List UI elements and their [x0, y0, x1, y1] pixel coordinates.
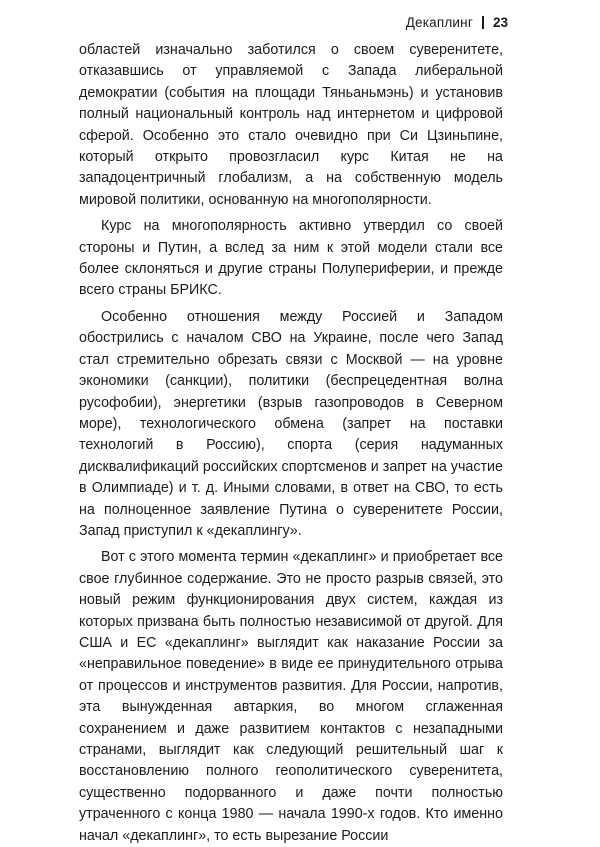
- running-header: [406, 15, 508, 30]
- page-number: 23: [492, 15, 508, 30]
- paragraph-4: Вот с этого момента термин «декаплинг» и приобретает все свое глубинное содержание. Это не просто разрыв связей, это новый режим функционирования двух систем, каждая из которых призвана быть полностью независимой от другой. Для США и ЕС «декаплинг» выглядит как наказание России за «неправильное поведение» в виде ее принудительного отрыва от процессов и инструментов развития. Для России, напротив, эта вынужденная автаркия, во многом сглаженная сохранением и даже развитием контактов с незападными странами, выглядит как следующий решительный шаг к восстановлению полного геополитического суверенитета, существенно подорванного и даже почти полностью утраченного с конца 1980 — начала 1990-х годов. Кто именно начал «декаплинг», то есть вырезание России: [79, 549, 503, 844]
- paragraph-2: Курс на многополярность активно утвердил со своей стороны и Путин, а вслед за ним к этой модели стали все более склоняться и другие страны Полупериферии, и прежде всего страны БРИКС.: [79, 218, 503, 299]
- body-text: [79, 40, 503, 847]
- paragraph-3: Особенно отношения между Россией и Западом обострились с началом СВО на Украине, после чего Запад стал стремительно обрезать связи с Москвой — на уровне экономики (санкции), политики (беспрецедентная волна русофобии), энергетики (взрыв газопроводов в Северном море), технологического обмена (запрет на поставки технологий в Россию), спорта (серия надуманных дисквалификаций российских спортсменов и запрет на участие в Олимпиаде) и т. д. Иными словами, в ответ на СВО, то есть на полноценное заявление Путина о суверенитете России, Запад приступил к «декаплингу».: [79, 308, 503, 539]
- header-divider: [482, 16, 484, 29]
- running-header-title: Декаплинг: [405, 15, 473, 30]
- paragraph-1: областей изначально заботился о своем суверенитете, отказавшись от управляемой с Запада либеральной демократии (события на площади Тяньаньмэнь) и установив полный национальный контроль над интернетом и цифровой сферой. Особенно это стало очевидно при Си Цзиньпине, который открыто провозгласил курс Китая не на западоцентричный глобализм, а на собственную модель мировой политики, основанную на многополярности.: [79, 42, 503, 208]
